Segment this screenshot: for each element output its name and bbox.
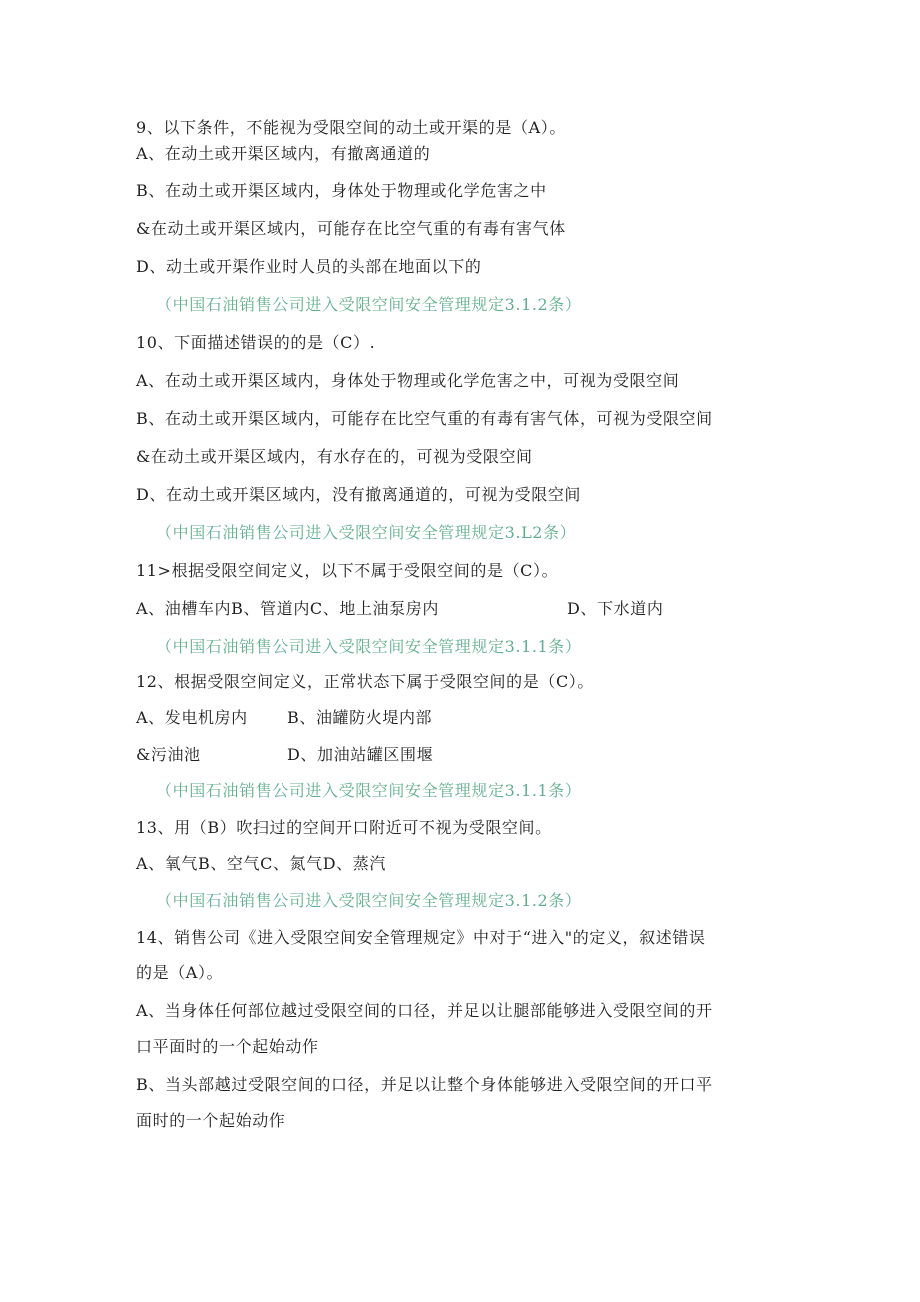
q13-reference: （中国石油销售公司进入受限空间安全管理规定3.1.2条） (156, 891, 582, 910)
q10-option-a: A、在动土或开渠区域内，身体处于物理或化学危害之中，可视为受限空间 (136, 371, 680, 390)
q9-reference: （中国石油销售公司进入受限空间安全管理规定3.1.2条） (156, 295, 582, 314)
q11-option-d: D、下水道内 (567, 599, 664, 618)
q9-option-d: D、动土或开渠作业时人员的头部在地面以下的 (136, 257, 482, 276)
q9-option-c: &在动土或开渠区域内，可能存在比空气重的有毒有害气体 (136, 219, 566, 238)
q11-reference: （中国石油销售公司进入受限空间安全管理规定3.1.1条） (156, 637, 582, 656)
q10-option-b: B、在动土或开渠区域内，可能存在比空气重的有毒有害气体，可视为受限空间 (136, 409, 713, 428)
question-14-line-1: 14、销售公司《进入受限空间安全管理规定》中对于“进入"的定义，叙述错误 (136, 928, 706, 947)
q11-options-abc: A、油槽车内B、管道内C、地上油泵房内 (136, 599, 439, 618)
q9-option-b: B、在动土或开渠区域内，身体处于物理或化学危害之中 (136, 181, 547, 200)
q12-reference: （中国石油销售公司进入受限空间安全管理规定3.1.1条） (156, 781, 582, 800)
q14-option-b-line-1: B、当头部越过受限空间的口径，并足以让整个身体能够进入受限空间的开口平 (136, 1075, 713, 1094)
q12-option-d: D、加油站罐区围堰 (287, 745, 434, 764)
q12-option-c: &污油池 (136, 745, 201, 764)
question-11: 11>根据受限空间定义，以下不属于受限空间的是（C）。 (136, 561, 559, 580)
question-12: 12、根据受限空间定义，正常状态下属于受限空间的是（C）。 (136, 672, 595, 691)
q9-option-a: A、在动土或开渠区域内，有撤离通道的 (136, 144, 431, 163)
q14-option-b-line-2: 面时的一个起始动作 (136, 1111, 286, 1130)
question-14-line-2: 的是（A）。 (136, 963, 224, 982)
q12-option-a: A、发电机房内 (136, 708, 248, 727)
q10-option-c: &在动土或开渠区域内，有水存在的，可视为受限空间 (136, 447, 533, 466)
q10-reference: （中国石油销售公司进入受限空间安全管理规定3.L2条） (156, 523, 577, 542)
question-13: 13、用（B）吹扫过的空间开口附近可不视为受限空间。 (136, 818, 552, 837)
q14-option-a-line-2: 口平面时的一个起始动作 (136, 1037, 319, 1056)
q12-option-b: B、油罐防火堤内部 (287, 708, 433, 727)
q10-option-d: D、在动土或开渠区域内，没有撤离通道的，可视为受限空间 (136, 485, 582, 504)
question-9: 9、以下条件，不能视为受限空间的动土或开渠的是（A）。 (136, 118, 566, 137)
q14-option-a-line-1: A、当身体任何部位越过受限空间的口径，并足以让腿部能够进入受限空间的开 (136, 1001, 713, 1020)
q13-options: A、氧气B、空气C、氮气D、蒸汽 (136, 854, 386, 873)
question-10: 10、下面描述错误的的是（C）. (136, 333, 376, 352)
